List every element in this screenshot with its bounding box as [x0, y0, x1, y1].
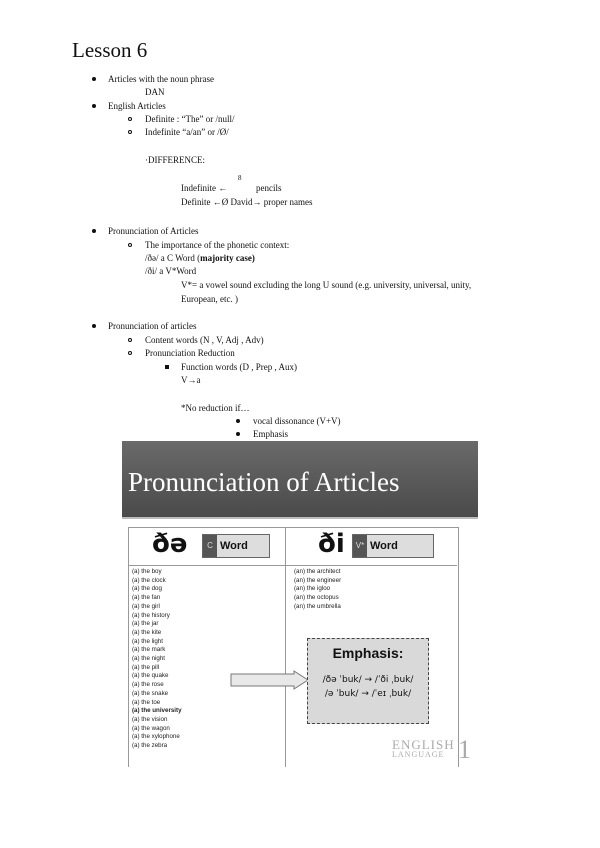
list-item: (a) the night	[132, 655, 166, 663]
list-item: (a) the kite	[132, 628, 162, 636]
c-word-box	[202, 534, 270, 558]
v-word-box	[352, 534, 434, 558]
list-item: (a) the quake	[132, 672, 169, 680]
difference-label: ·DIFFERENCE:	[145, 155, 206, 165]
list-item: (a) the history	[132, 611, 170, 619]
column-divider	[285, 527, 286, 767]
pronunciation-reduction: Pronunciation Reduction	[145, 348, 235, 358]
sub-bullet	[128, 351, 132, 355]
v-word-label: Word	[370, 540, 398, 552]
indefinite-example: Indefinite ←	[181, 183, 228, 193]
page-title: Lesson 6	[72, 38, 148, 62]
bullet	[92, 229, 96, 233]
content-words: Content words (N , V, Adj , Adv)	[145, 335, 264, 345]
divider	[122, 517, 478, 519]
outline-item-1: Articles with the noun phrase	[108, 74, 214, 84]
indefinite-line: Indefinite “a/an” or /Ø/	[145, 127, 229, 137]
outline-item-2: English Articles	[108, 101, 166, 111]
list-item: (a) the boy	[132, 568, 162, 575]
slide-image: Pronunciation of Articles ðə C Word ði V* Word (a) the boy (a) the clock (a) the dog (a) the fan (a) the girl (a) the history (a) the jar (a) the kite (a) the light (a) the mark (a) the night (a) the pill (a) the quake (a) the rose (a) the snake (a) the toe (a) the university (a) the vision (a) the wagon (a) the xylophone (a) the zebra (an) the architect (an) the engineer (an) the igloo (an) the octopus (an) the umbrella Emphasis: /ðə ˈbuk/ → /ˈði ˌbuk/ /ə ˈbuk/ → /ˈeɪ ˌbuk/ ENGLISH LANGUAGE 1	[122, 441, 478, 767]
emphasis-line-1: /ðə ˈbuk/ → /ˈði ˌbuk/	[322, 675, 414, 685]
list-item: (a) the fan	[132, 594, 161, 602]
outline-item-1-sub: DAN	[145, 87, 165, 97]
definite-line: Definite : “The” or /null/	[145, 114, 235, 124]
ipa-the-consonant: ðə	[152, 529, 188, 559]
list-item: (an) the umbrella	[294, 602, 341, 610]
sub-bullet	[128, 243, 132, 247]
outline-item-3: Pronunciation of Articles	[108, 226, 199, 236]
list-item: (a) the clock	[132, 576, 166, 584]
c-tag: C	[203, 535, 217, 557]
sub-bullet	[128, 117, 132, 121]
slide-banner	[122, 441, 478, 517]
indefinite-example-word: pencils	[256, 183, 282, 193]
bullet	[92, 104, 96, 108]
list-item: (a) the mark	[132, 646, 166, 654]
bullet	[92, 77, 96, 81]
list-item: (a) the wagon	[132, 724, 170, 732]
bullet	[92, 324, 96, 328]
bullet	[236, 419, 240, 423]
slide-title: Pronunciation of Articles	[128, 467, 400, 497]
list-item: (a) the dog	[132, 585, 162, 593]
reduction-rule: V→a	[181, 375, 201, 385]
no-reduction-2: Emphasis	[253, 429, 288, 439]
consonant-word-list	[132, 568, 182, 751]
outline-item-4: Pronunciation of articles	[108, 321, 197, 331]
phonetic-context: The importance of the phonetic context:	[145, 240, 290, 250]
emphasis-line-2: /ə ˈbuk/ → /ˈeɪ ˌbuk/	[324, 689, 412, 699]
square-bullet	[165, 365, 169, 369]
vowel-note: V*= a vowel sound excluding the long U sound (e.g. university, universal, unity,	[181, 280, 472, 290]
list-item: (an) the octopus	[294, 594, 339, 602]
list-item: (a) the vision	[132, 715, 168, 723]
vowel-word-list	[294, 568, 341, 612]
vowel-note-cont: European, etc. )	[181, 294, 238, 304]
c-word-label: Word	[220, 540, 248, 552]
emphasis-box	[307, 638, 429, 724]
ipa-the-vowel: ði	[318, 529, 345, 559]
function-words: Function words (D , Prep , Aux)	[181, 362, 297, 372]
v-tag: V*	[353, 535, 367, 557]
list-item: (an) the architect	[294, 568, 341, 575]
list-item: (a) the pill	[132, 663, 160, 671]
list-item: (a) the rose	[132, 681, 164, 689]
bullet	[236, 432, 240, 436]
list-item: (a) the light	[132, 637, 163, 645]
list-item: (a) the girl	[132, 602, 160, 610]
sub-bullet	[128, 338, 132, 342]
list-item: (a) the university	[132, 707, 182, 715]
the-consonant-rule: /ðə/ a C Word (majority case)	[145, 253, 255, 263]
sub-bullet	[128, 130, 132, 134]
emphasis-title: Emphasis:	[332, 645, 404, 661]
list-item: (a) the zebra	[132, 742, 168, 750]
list-item: (a) the xylophone	[132, 733, 180, 741]
list-item: (an) the igloo	[294, 585, 331, 593]
the-vowel-rule: /ði/ a V*Word	[145, 266, 197, 276]
arrow-right-icon	[230, 670, 310, 690]
list-item: (an) the engineer	[294, 576, 342, 584]
no-reduction-1: vocal dissonance (V+V)	[253, 416, 341, 426]
header-divider	[128, 565, 457, 566]
list-item: (a) the snake	[132, 689, 169, 697]
definite-example: Definite ←Ø David→ proper names	[181, 197, 313, 207]
superscript-8: 8	[238, 174, 242, 182]
list-item: (a) the toe	[132, 698, 161, 706]
list-item: (a) the jar	[132, 620, 159, 628]
no-reduction-label: *No reduction if…	[181, 403, 250, 413]
